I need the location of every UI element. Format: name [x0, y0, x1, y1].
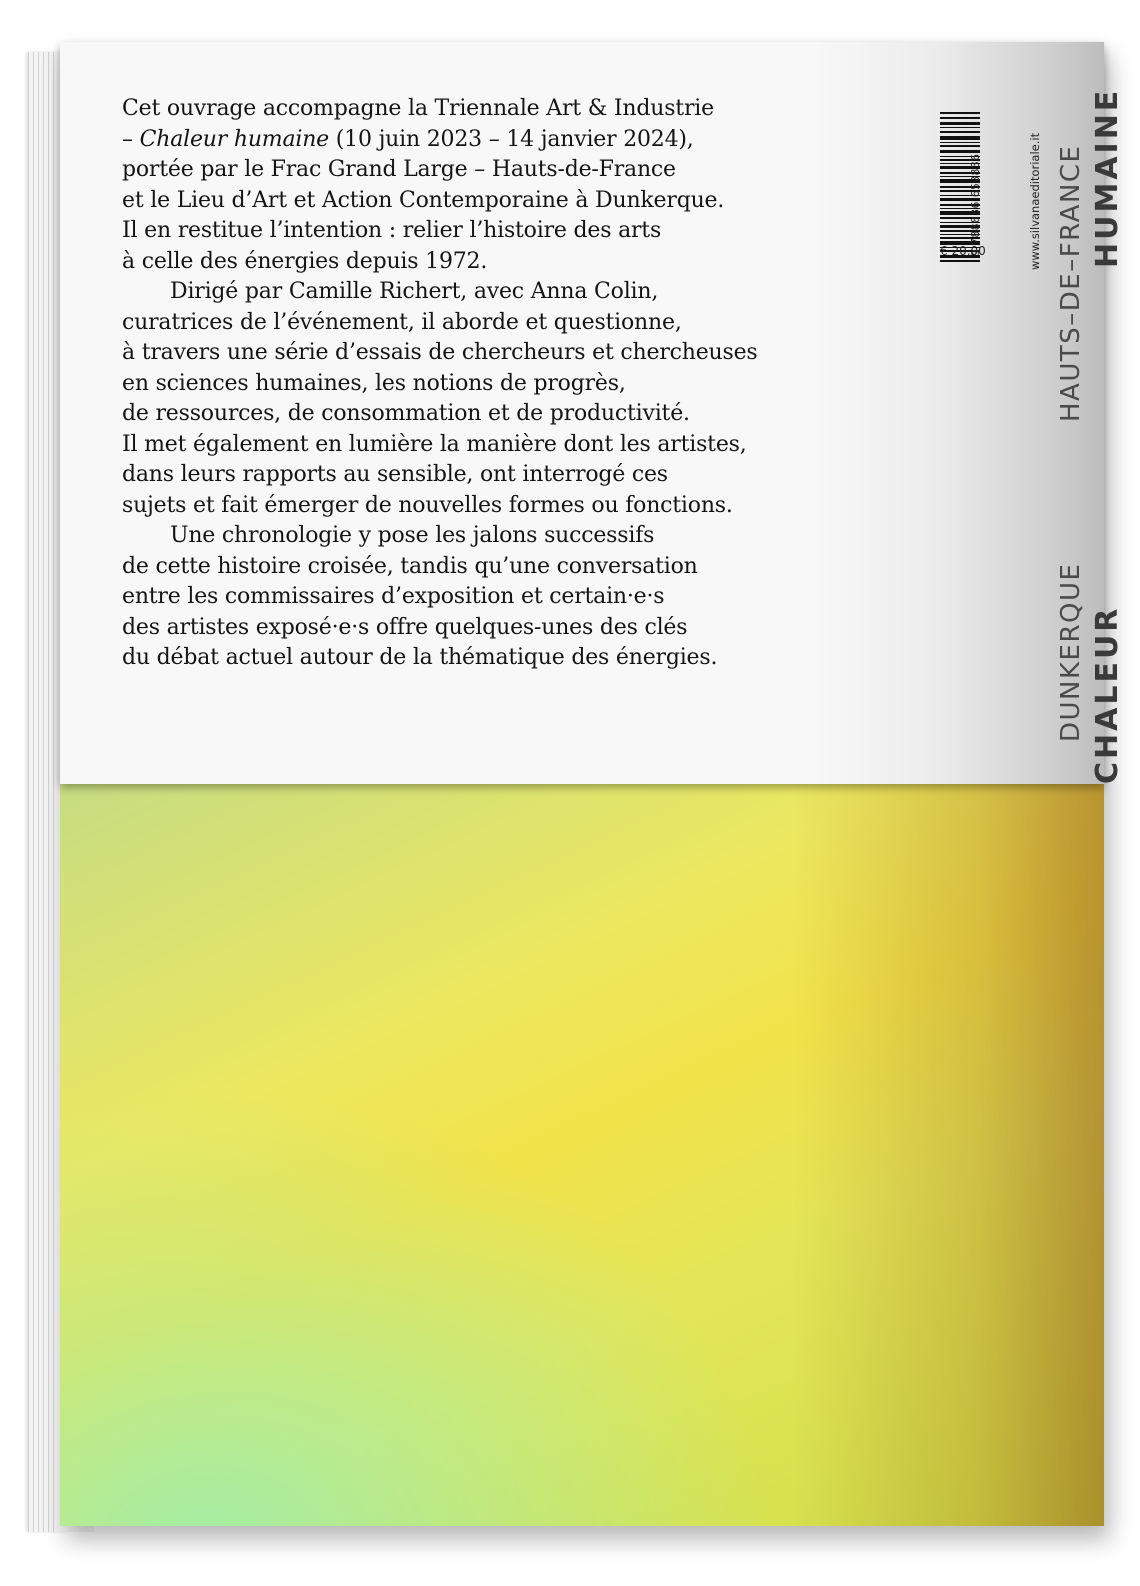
blurb-line: à celle des énergies depuis 1972. [122, 248, 488, 274]
book-title-italic: Chaleur humaine [139, 126, 329, 152]
blurb-line: à travers une série d’essais de chercheurs et chercheuses [122, 340, 758, 365]
blurb-text [122, 94, 758, 674]
blurb-line: entre les commissaires d’exposition et certain·e·s [122, 584, 665, 609]
blurb-line: Il met également en lumière la manière dont les artistes, [122, 431, 747, 457]
barcode-block: 9 788836 653836 [932, 112, 998, 322]
blurb-line: Une chronologie y pose les jalons successifs [170, 523, 655, 548]
blurb-line: Cet ouvrage accompagne la Triennale Art & Industrie [122, 96, 714, 121]
white-jacket-band: Cet ouvrage accompagne la Triennale Art & Industrie – Chaleur humaine (10 juin 2023 – 14 janvier 2024), portée par le Frac Grand Large – Hauts-de-France et le Lieu d’Art et Action Contemporaine à Dunkerque. Il en restitue l’intention : relier l’histoire des arts à celle des énergies depuis 1972. Dirigé par Camille Richert, avec Anna Colin, curatrices de l’événement, il aborde et questionne, à travers une série d’essais de chercheurs et chercheuses en sciences humaines, les notions de progrès, de ressources, de consommation et de productivité. Il met également en lumière la manière dont les artistes, dans leurs rapports au sensible, ont interrogé ces sujets et fait émerger de nouvelles formes ou fonctions. Une chronologie y pose les jalons successifs de cette histoire croisée, tandis qu’une conversation entre les commissaires d’exposition et certain·e·s des artistes exposé·e·s offre quelques-unes des clés du débat actuel autour de la thématique des énergies. 9 788836 653836 € 20,00 www.silvanaeditoriale.it HAUTS–DE–FRANCE DUNKERQUE HUMAINE CHALEUR [60, 42, 1104, 784]
blurb-line: portée par le Frac Grand Large – Hauts-de-France [122, 157, 676, 182]
blurb-line: du débat actuel autour de la thématique des énergies. [122, 645, 718, 670]
blurb-line: – Chaleur humaine (10 juin 2023 – 14 janvier 2024), [122, 126, 694, 152]
blurb-line: de cette histoire croisée, tandis qu’une conversation [122, 553, 698, 579]
blurb-line: curatrices de l’événement, il aborde et questionne, [122, 309, 682, 335]
price-label: € 20,00 [940, 244, 986, 258]
blurb-line: de ressources, de consommation et de productivité. [122, 401, 690, 426]
blurb-line: des artistes exposé·e·s offre quelques-unes des clés [122, 614, 688, 640]
blurb-line: sujets et fait émerger de nouvelles formes ou fonctions. [122, 492, 733, 518]
blurb-line: Il en restitue l’intention : relier l’histoire des arts [122, 218, 662, 243]
blurb-line: dans leurs rapports au sensible, ont interrogé ces [122, 462, 668, 487]
blurb-line: en sciences humaines, les notions de progrès, [122, 370, 626, 396]
blurb-line: Dirigé par Camille Richert, avec Anna Colin, [170, 279, 659, 304]
blurb-line: et le Lieu d’Art et Action Contemporaine à Dunkerque. [122, 187, 725, 213]
book-back-cover [60, 42, 1125, 1526]
gradient-cover [60, 784, 1104, 1526]
